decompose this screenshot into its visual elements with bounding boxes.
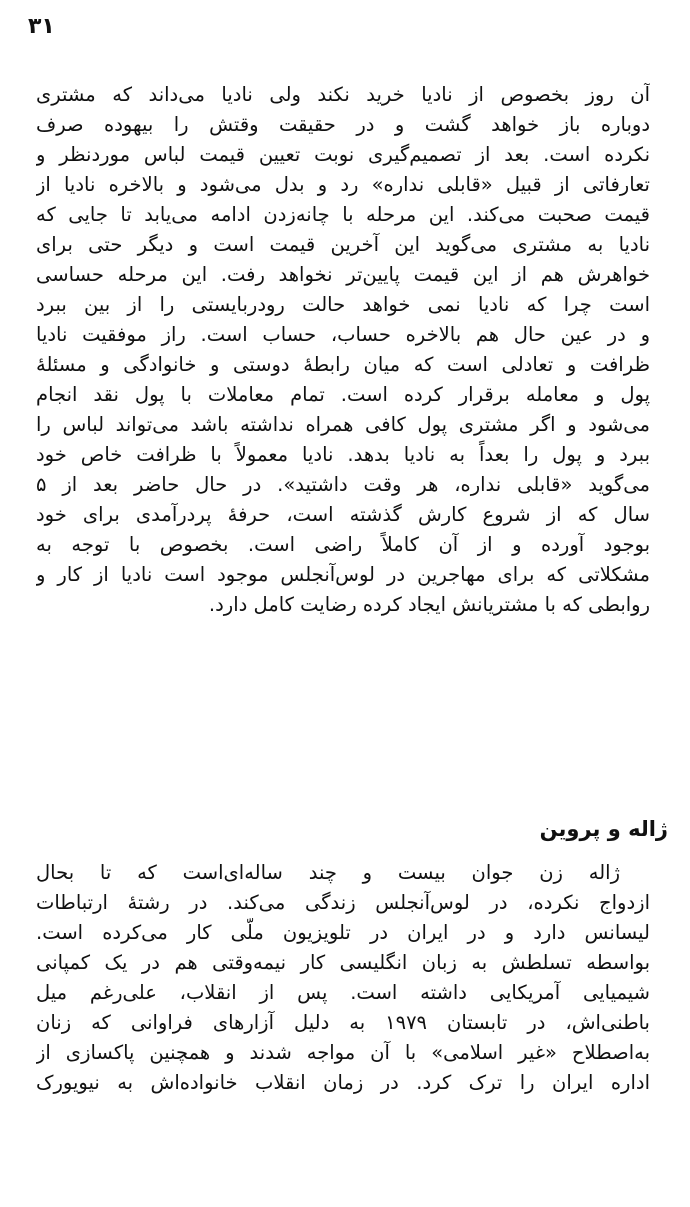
text-line: اداره ایران را ترک کرد. در زمان انقلاب خانواده‌اش به نیویورک bbox=[36, 1071, 650, 1094]
text-line: خواهرش هم از این قیمت پایین‌تر نخواهد رفت. این مرحله حساسی bbox=[36, 263, 650, 286]
text-line: نادیا به مشتری می‌گوید این آخرین قیمت است و دیگر حتی برای bbox=[36, 233, 650, 256]
text-line: ازدواج نکرده، در لوس‌آنجلس زندگی می‌کند. در رشتهٔ ارتباطات bbox=[36, 891, 650, 914]
text-line: بواسطه تسلطش به زبان انگلیسی کار نیمه‌وقتی هم در یک کمپانی bbox=[36, 951, 650, 974]
text-line: می‌شود و اگر مشتری پول کافی همراه نداشته باشد می‌تواند لباس را bbox=[36, 413, 650, 436]
text-line: به‌اصطلاح «غیر اسلامی» با آن مواجه شدند و همچنین پاکسازی از bbox=[36, 1041, 650, 1064]
text-line: دوباره باز خواهد گشت و در حقیقت وقتش را بیهوده صرف bbox=[36, 113, 650, 136]
text-line: ظرافت و تعادلی است که میان رابطهٔ دوستی و خانوادگی و مسئلهٔ bbox=[36, 353, 650, 376]
section-heading: ژاله و پروین bbox=[539, 817, 668, 841]
text-line: شیمیایی آمریکایی داشته است. پس از انقلاب، علی‌رغم میل bbox=[36, 981, 650, 1004]
text-line: لیسانس دارد و در ایران در تلویزیون ملّی کار می‌کرده است. bbox=[36, 921, 650, 944]
text-line: تعارفاتی از قبیل «قابلی نداره» رد و بدل می‌شود و بالاخره نادیا از bbox=[36, 173, 650, 196]
text-line: است چرا که نادیا نمی خواهد حالت رودربایستی را از بین ببرد bbox=[36, 293, 650, 316]
text-line: می‌گوید «قابلی نداره، هر وقت داشتید». در حال حاضر بعد از ۵ bbox=[36, 473, 650, 496]
text-line: ژاله زن جوان بیست و چند ساله‌ای‌است که تا بحال bbox=[36, 861, 620, 884]
text-line: و در عین حال هم بالاخره حساب، حساب است. راز موفقیت نادیا bbox=[36, 323, 650, 346]
text-line: نکرده است. بعد از تصمیم‌گیری نوبت تعیین قیمت لباس موردنظر و bbox=[36, 143, 650, 166]
page-number: ۳۱ bbox=[28, 14, 55, 39]
text-line: ببرد و پول را بعداً به نادیا بدهد. نادیا معمولاً با ظرافت خاص خود bbox=[36, 443, 650, 466]
text-line: مشکلاتی که برای مهاجرین در لوس‌آنجلس موجود است نادیا از کار و bbox=[36, 563, 650, 586]
text-line: سال که از شروع کارش گذشته است، حرفهٔ پردرآمدی برای خود bbox=[36, 503, 650, 526]
paragraph-nadia bbox=[36, 80, 650, 620]
text-line: آن روز بخصوص از نادیا خرید نکند ولی نادیا می‌داند که مشتری bbox=[36, 83, 650, 106]
text-line: پول و معامله برقرار کرده است. تمام معاملات با پول نقد انجام bbox=[36, 383, 650, 406]
text-line: باطنی‌اش، در تابستان ۱۹۷۹ به دلیل آزارهای فراوانی که زنان bbox=[36, 1011, 650, 1034]
text-line: قیمت صحبت می‌کند. این مرحله با چانه‌زدن ادامه می‌یابد تا جایی که bbox=[36, 203, 650, 226]
paragraph-zhaleh bbox=[36, 858, 650, 1098]
text-line: بوجود آورده و از آن کاملاً راضی است. بخصوص با توجه به bbox=[36, 533, 650, 556]
text-line: روابطی که با مشتریانش ایجاد کرده رضایت کامل دارد. bbox=[208, 593, 650, 616]
